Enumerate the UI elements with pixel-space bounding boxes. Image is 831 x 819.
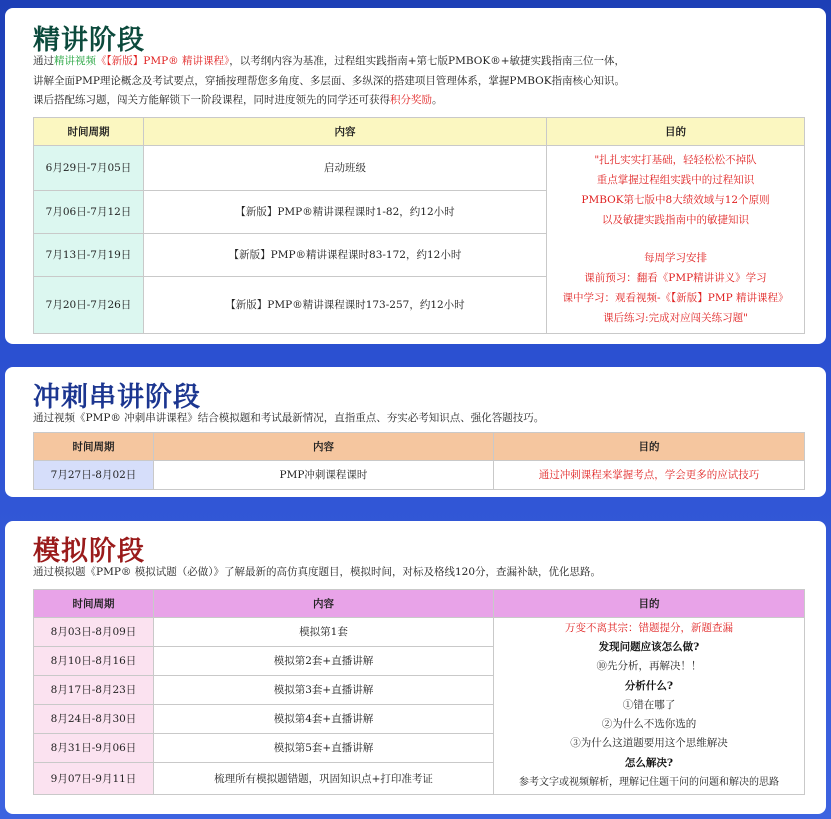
header-content: 内容	[154, 589, 494, 617]
cell-content: 启动班级	[144, 145, 547, 190]
cell-time: 7月20日-7月26日	[34, 276, 144, 333]
header-goal: 目的	[494, 432, 805, 460]
goal-line: 怎么解决?	[624, 756, 674, 769]
goal-line: 课前预习：翻看《PMP精讲讲义》学习	[584, 272, 767, 284]
cell-time: 7月13日-7月19日	[34, 233, 144, 276]
stage2-card	[5, 367, 826, 497]
stage1-title: 精讲阶段	[33, 25, 145, 56]
desc-text: 课后搭配练习题，闯关方能解锁下一阶段课程，同时进度领先的同学还可获得	[33, 94, 390, 106]
desc-text: 。	[432, 94, 443, 106]
desc-line: 讲解全面PMP理论概念及考试要点，穿插按理帮您多角度、多层面、多纵深的搭建项目管理体系，掌握PMBOK指南核心知识。	[33, 74, 626, 87]
header-goal: 目的	[494, 589, 805, 617]
stage2-table	[33, 432, 805, 490]
header-time: 时间周期	[34, 432, 154, 460]
stage3-card	[5, 521, 826, 814]
header-time: 时间周期	[34, 117, 144, 145]
goal-line: 课中学习：观看视频-《【新版】PMP 精讲课程》	[562, 292, 789, 304]
desc-text: ，以考纲内容为基准，过程组实践指南+第七版PMBOK®+敏捷实践指南三位一体，	[229, 55, 625, 67]
desc-highlight-green: 精讲视频	[54, 55, 96, 67]
stage3-description: 通过模拟题《PMP® 模拟试题（必做）》了解最新的高仿真度题目，模拟时间，对标及格线120分，查漏补缺，优化思路。	[33, 566, 602, 578]
desc-highlight-red: 积分奖励	[390, 94, 432, 106]
goal-line: 发现问题应该怎么做?	[598, 640, 700, 653]
goal-line: 以及敏捷实践指南中的敏捷知识	[602, 214, 749, 226]
goal-line: 课后练习:完成对应闯关练习题"	[603, 312, 748, 324]
goal-line: 参考文字或视频解析，理解记住题干问的问题和解决的思路	[519, 777, 779, 789]
stage1-table	[33, 117, 805, 334]
stage3-title: 模拟阶段	[33, 536, 145, 567]
cell-time: 8月31日-9月06日	[34, 733, 154, 762]
goal-line: ①错在哪了	[622, 698, 676, 711]
cell-time: 8月10日-8月16日	[34, 646, 154, 675]
table-row	[34, 145, 805, 190]
stage2-description: 通过视频《PMP® 冲刺串讲课程》结合模拟题和考试最新情况，直指重点、夯实必考知识点、强化答题技巧。	[33, 412, 545, 424]
stage3-table	[33, 589, 805, 795]
cell-content: 【新版】PMP®精讲课程课时83-172，约12小时	[144, 233, 547, 276]
goal-line: ⑩先分析，再解决！！	[596, 660, 702, 673]
goal-line: 每周学习安排	[644, 252, 707, 264]
goal-spacer	[547, 230, 804, 248]
cell-time: 6月29日-7月05日	[34, 145, 144, 190]
cell-goal	[494, 617, 805, 794]
desc-text: 通过	[33, 55, 54, 67]
cell-content: 【新版】PMP®精讲课程课时173-257，约12小时	[144, 276, 547, 333]
cell-content: PMP冲刺课程课时	[154, 460, 494, 489]
cell-time: 7月27日-8月02日	[34, 460, 154, 489]
goal-line: "扎扎实实打基础，轻轻松松不掉队	[594, 154, 757, 166]
cell-content: 模拟第1套	[154, 617, 494, 646]
cell-content: 模拟第3套+直播讲解	[154, 675, 494, 704]
goal-line: PMBOK第七版中8大绩效域与12个原则	[581, 194, 770, 206]
table-header-row	[34, 589, 805, 617]
cell-content: 模拟第5套+直播讲解	[154, 733, 494, 762]
stage1-description	[33, 52, 801, 111]
goal-line: 万变不离其宗：错题提分，新题查漏	[565, 621, 733, 634]
table-row	[34, 460, 805, 489]
header-time: 时间周期	[34, 589, 154, 617]
table-header-row	[34, 432, 805, 460]
header-goal: 目的	[547, 117, 805, 145]
goal-line: 重点掌握过程组实践中的过程知识	[596, 174, 755, 186]
cell-time: 8月03日-8月09日	[34, 617, 154, 646]
table-row	[34, 617, 805, 646]
cell-time: 9月07日-9月11日	[34, 762, 154, 794]
goal-line: ③为什么这道题要用这个思维解决	[570, 737, 728, 750]
header-content: 内容	[154, 432, 494, 460]
goal-line: ②为什么不选你选的	[601, 718, 697, 731]
goal-line: 分析什么?	[624, 679, 674, 692]
stage2-title: 冲刺串讲阶段	[33, 382, 201, 413]
cell-time: 7月06日-7月12日	[34, 190, 144, 233]
table-header-row	[34, 117, 805, 145]
header-content: 内容	[144, 117, 547, 145]
cell-goal: 通过冲刺课程来掌握考点，学会更多的应试技巧	[494, 460, 805, 489]
cell-goal	[547, 145, 805, 333]
desc-highlight-red: 《【新版】PMP® 精讲课程》	[96, 55, 230, 67]
cell-content: 模拟第2套+直播讲解	[154, 646, 494, 675]
cell-content: 模拟第4套+直播讲解	[154, 704, 494, 733]
cell-content: 【新版】PMP®精讲课程课时1-82，约12小时	[144, 190, 547, 233]
stage1-card	[5, 8, 826, 344]
cell-time: 8月17日-8月23日	[34, 675, 154, 704]
cell-time: 8月24日-8月30日	[34, 704, 154, 733]
cell-content: 梳理所有模拟题错题，巩固知识点+打印准考证	[154, 762, 494, 794]
